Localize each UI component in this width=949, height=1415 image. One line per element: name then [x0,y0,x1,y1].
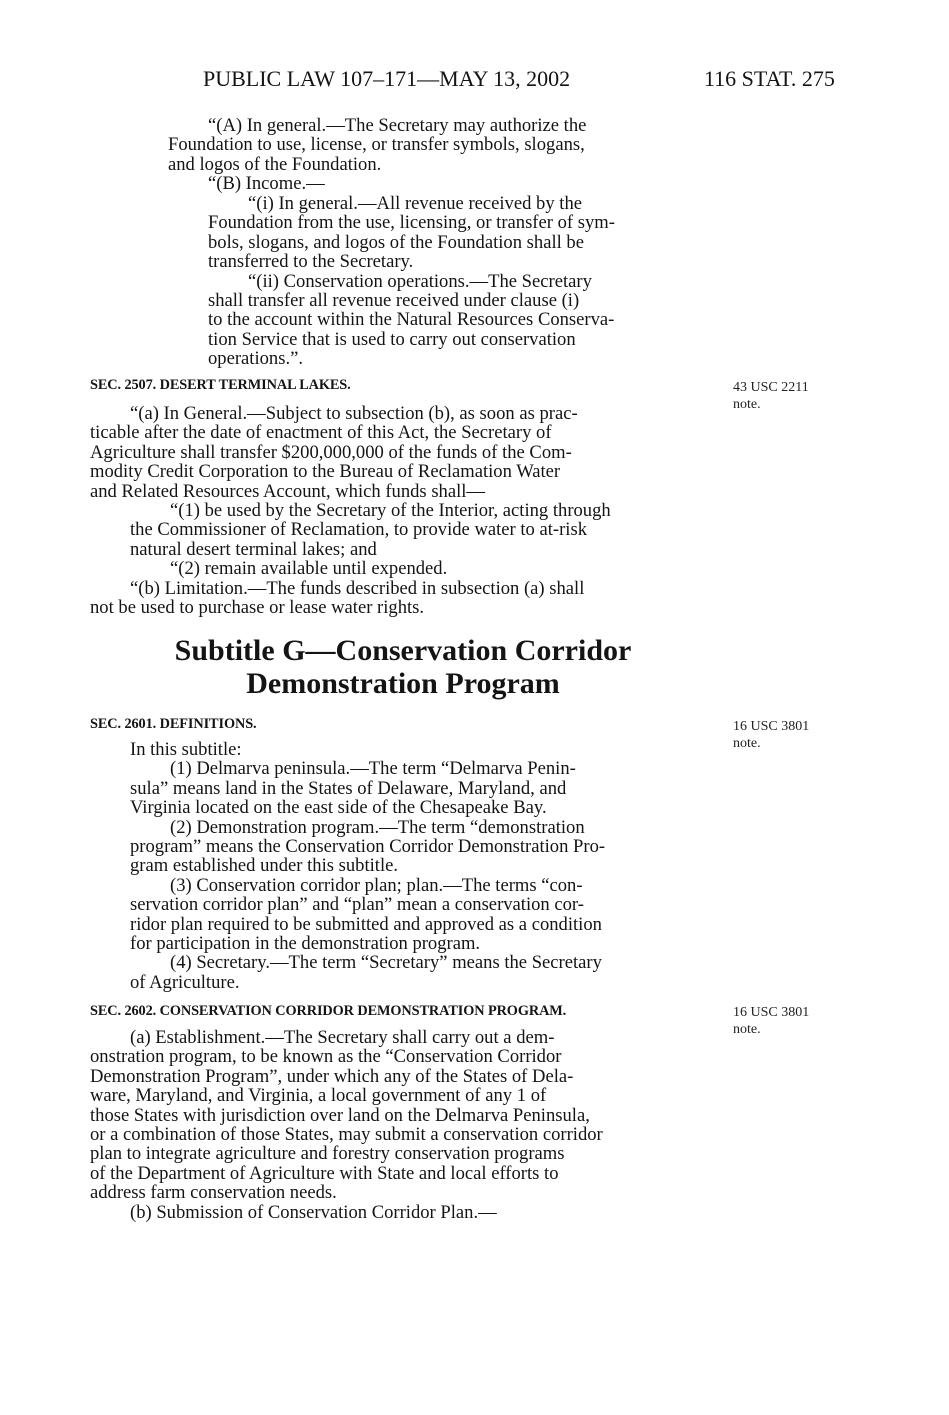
text-line: program” means the Conservation Corridor Demonstration Pro- [130,836,606,858]
margin-note-label: note. [733,397,761,412]
text-line: onstration program, to be known as the “Conservation Corridor [90,1046,562,1068]
section-2507-paragraphs [130,501,611,579]
text-line: Foundation to use, license, or transfer symbols, slogans, [168,134,585,156]
text-line: “(i) In general.—All revenue received by the [248,193,583,214]
subtitle-heading-line-1: Subtitle G—Conservation Corridor [174,634,632,667]
running-header-left: PUBLIC LAW 107–171—MAY 13, 2002 [203,66,571,91]
section-2601-body [130,740,605,973]
text-line: not be used to purchase or lease water rights. [90,597,425,619]
text-line: (4) Secretary.—The term “Secretary” means the Secretary [170,952,602,974]
text-line: ticable after the date of enactment of this Act, the Secretary of [90,422,552,444]
margin-note-label: note. [733,736,761,751]
section-2507-body [90,404,578,501]
text-line: “(b) Limitation.—The funds described in subsection (a) shall [130,578,585,599]
text-line: tion Service that is used to carry out conservation [208,328,576,350]
text-line: plan to integrate agriculture and forestry conservation programs [90,1143,565,1165]
text-line: shall transfer all revenue received under clause (i) [208,290,580,312]
text-line: to the account within the Natural Resources Conserva- [208,309,615,331]
text-line: the Commissioner of Reclamation, to provide water to at-risk [130,519,587,541]
text-line: “(A) In general.—The Secretary may authorize the [208,115,587,136]
text-line: and Related Resources Account, which funds shall— [90,480,486,502]
section-2602-body [90,1028,603,1222]
text-line: “(1) be used by the Secretary of the Interior, acting through [170,500,611,521]
text-line: (1) Delmarva peninsula.—The term “Delmarva Penin- [170,758,576,780]
text-line: servation corridor plan” and “plan” mean a conservation cor- [130,894,584,916]
text-line: those States with jurisdiction over land on the Delmarva Peninsula, [90,1104,590,1126]
text-line: “(a) In General.—Subject to subsection (b), as soon as prac- [130,403,578,424]
section-2507-limitation [90,579,584,618]
paragraph-a-in-general [168,116,586,194]
margin-note-2507 [733,379,809,413]
text-line: bols, slogans, and logos of the Foundation shall be [208,231,584,253]
text-line: of the Department of Agriculture with State and local efforts to [90,1162,559,1184]
text-line: Agriculture shall transfer $200,000,000 of the funds of the Com- [90,441,572,463]
paragraph-b-income-heading: “(B) Income.— [208,173,325,195]
margin-note-citation: 16 USC 3801 [733,719,810,734]
subtitle-heading-line-2: Demonstration Program [246,667,560,700]
text-line: natural desert terminal lakes; and [130,538,377,560]
text-line: gram established under this subtitle. [130,855,399,877]
text-line: sula” means land in the States of Delaware, Maryland, and [130,777,567,799]
margin-note-2602 [733,1004,809,1038]
text-line: modity Credit Corporation to the Bureau of Reclamation Water [90,461,561,483]
text-line: transferred to the Secretary. [208,251,414,273]
section-2601-heading: SEC. 2601. DEFINITIONS. [90,716,257,732]
margin-note-2601 [733,718,809,752]
text-line: Foundation from the use, licensing, or transfer of sym- [208,212,615,234]
text-line: Demonstration Program”, under which any of the States of Dela- [90,1065,574,1087]
text-line: for participation in the demonstration program. [130,933,481,955]
text-line: and logos of the Foundation. [168,153,382,175]
text-line: ware, Maryland, and Virginia, a local government of any 1 of [90,1085,547,1107]
margin-note-citation: 16 USC 3801 [733,1005,810,1020]
text-line: (a) Establishment.—The Secretary shall carry out a dem- [130,1027,555,1048]
text-line: Virginia located on the east side of the Chesapeake Bay. [130,797,547,819]
text-line: In this subtitle: [130,739,242,760]
margin-note-label: note. [733,1022,761,1037]
text-line: address farm conservation needs. [90,1182,337,1204]
running-header-right: 116 STAT. 275 [704,66,835,91]
section-2602-heading: SEC. 2602. CONSERVATION CORRIDOR DEMONSTRATION PROGRAM. [90,1003,567,1019]
section-2601-continuation [130,973,239,992]
text-line: or a combination of those States, may submit a conservation corridor [90,1124,603,1146]
text-line: of Agriculture. [130,972,240,993]
margin-note-citation: 43 USC 2211 [733,380,809,395]
text-line: (2) Demonstration program.—The term “demonstration [170,816,585,838]
text-line: ridor plan required to be submitted and approved as a condition [130,913,602,935]
text-line: (3) Conservation corridor plan; plan.—The terms “con- [170,874,583,896]
text-line: “(ii) Conservation operations.—The Secretary [248,270,592,292]
section-2507-heading: SEC. 2507. DESERT TERMINAL LAKES. [90,377,351,393]
text-line: operations.”. [208,348,304,370]
text-line: (b) Submission of Conservation Corridor Plan.— [130,1201,497,1223]
text-line: “(2) remain available until expended. [170,558,448,580]
clause-i-in-general [208,194,615,369]
